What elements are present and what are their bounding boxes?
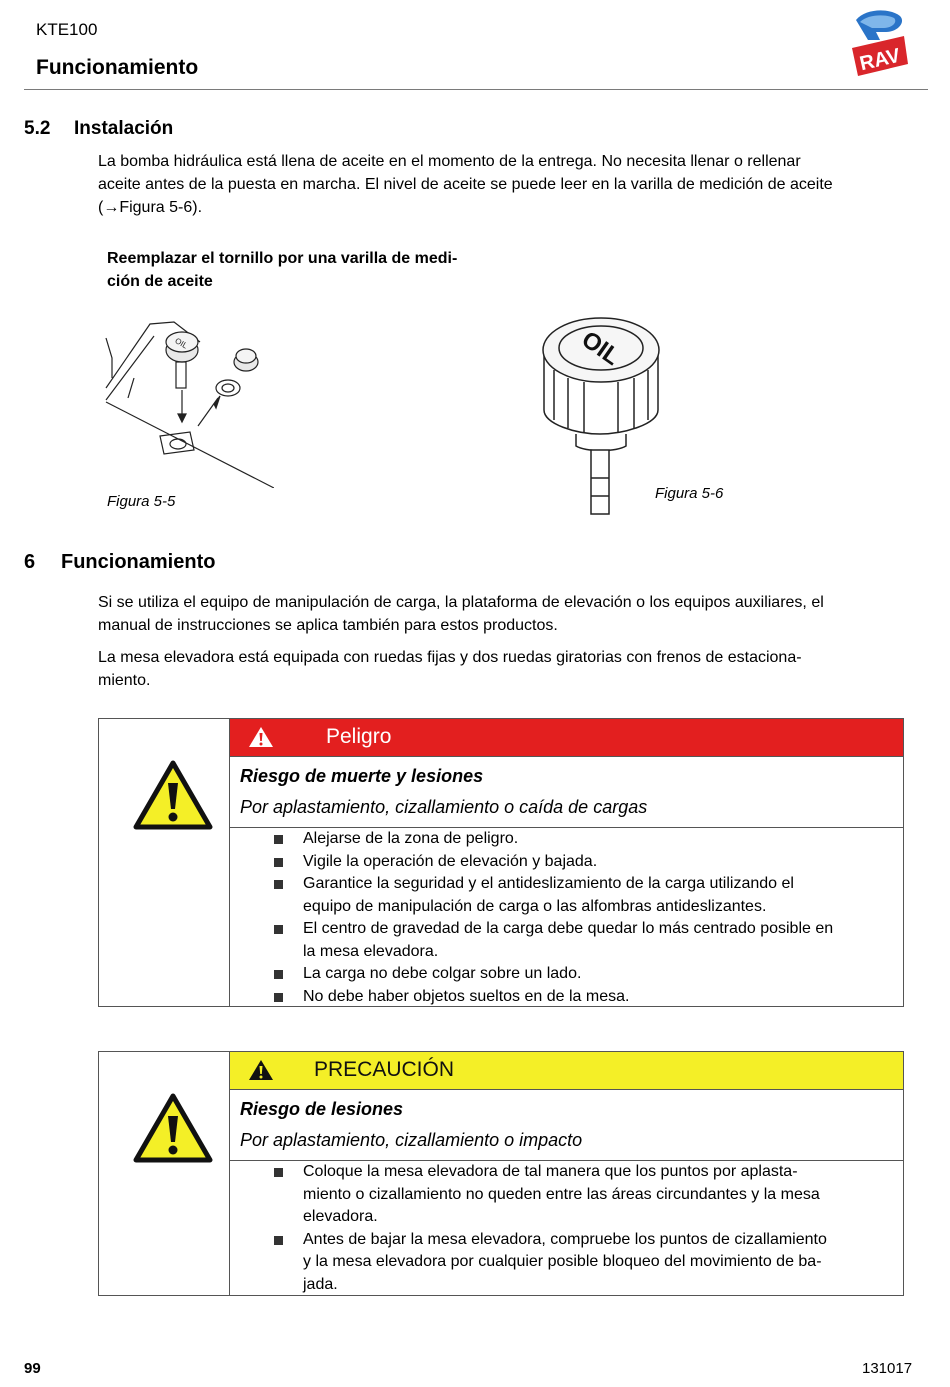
bullet-square-icon xyxy=(274,835,283,844)
warning-triangle-icon xyxy=(133,759,213,831)
danger-warning-box xyxy=(98,718,904,1007)
bullet-square-icon xyxy=(274,970,283,979)
danger-label: Peligro xyxy=(326,725,392,748)
section-5-2-title: Instalación xyxy=(74,118,174,139)
paragraph-line: Si se utiliza el equipo de manipulación de carga, la plataforma de elevación o los equipos auxiliares, el xyxy=(98,594,824,611)
danger-signal-bar xyxy=(230,719,903,757)
logo-text: RAV xyxy=(857,44,903,76)
caution-warning-box xyxy=(98,1051,904,1296)
page-number: 99 xyxy=(24,1360,41,1377)
danger-icon-column xyxy=(99,719,230,1006)
caution-signal-bar xyxy=(230,1052,903,1090)
installation-line: La bomba hidráulica está llena de aceite en el momento de la entrega. No necesita llenar o rellenar xyxy=(98,153,801,170)
figure-5-6-cap-text: OIL xyxy=(576,325,625,371)
bullet-square-icon xyxy=(274,1168,283,1177)
list-item: La carga no debe colgar sobre un lado. xyxy=(230,963,903,986)
figure-5-5-cap-text: OIL xyxy=(173,336,190,351)
installation-line: (→Figura 5-6). xyxy=(98,199,203,216)
caution-instruction-list xyxy=(230,1161,903,1296)
operation-paragraph-1 xyxy=(98,591,918,637)
list-item: Coloque la mesa elevadora de tal manera que los puntos por aplasta- miento o cizallamiento no queden entre las áreas circundantes y la mesa elevadora. xyxy=(230,1161,903,1229)
subheading-line: ción de aceite xyxy=(107,273,213,290)
dipstick-subheading xyxy=(107,247,507,293)
operation-paragraph-2 xyxy=(98,646,918,692)
list-item: Alejarse de la zona de peligro. xyxy=(230,828,903,851)
paragraph-line: manual de instrucciones se aplica también para estos productos. xyxy=(98,617,558,634)
caution-subtitle: Por aplastamiento, cizallamiento o impacto xyxy=(240,1130,583,1150)
figure-5-6-illustration xyxy=(536,312,666,516)
figure-5-5-illustration xyxy=(104,318,274,488)
caution-label: PRECAUCIÓN xyxy=(314,1058,455,1081)
bullet-square-icon xyxy=(274,993,283,1002)
bullet-square-icon xyxy=(274,880,283,889)
list-item: No debe haber objetos sueltos en de la mesa. xyxy=(230,986,903,1009)
list-item: Garantice la seguridad y el antideslizamiento de la carga utilizando el equipo de manipulación de carga o las alfombras antideslizantes. xyxy=(230,873,903,918)
list-item: Vigile la operación de elevación y bajada. xyxy=(230,851,903,874)
installation-line: aceite antes de la puesta en marcha. El nivel de aceite se puede leer en la varilla de medición de aceite xyxy=(98,176,833,193)
warning-triangle-small-icon xyxy=(248,726,274,748)
figure-5-5-caption: Figura 5-5 xyxy=(107,493,176,510)
header-divider xyxy=(24,89,928,90)
subheading-line: Reemplazar el tornillo por una varilla de medi- xyxy=(107,250,458,267)
header-section-title: Funcionamiento xyxy=(36,56,199,79)
section-5-2-number: 5.2 xyxy=(24,118,51,139)
figure-5-6-caption: Figura 5-6 xyxy=(655,485,724,502)
section-6-title: Funcionamiento xyxy=(61,551,216,573)
document-model: KTE100 xyxy=(36,20,98,39)
warning-triangle-icon xyxy=(133,1092,213,1164)
document-code: 131017 xyxy=(862,1360,913,1377)
danger-title: Riesgo de muerte y lesiones xyxy=(240,766,484,786)
installation-paragraph xyxy=(98,150,918,219)
list-item: El centro de gravedad de la carga debe quedar lo más centrado posible en la mesa elevadora. xyxy=(230,918,903,963)
section-6-number: 6 xyxy=(24,551,36,573)
bullet-square-icon xyxy=(274,858,283,867)
list-item: Antes de bajar la mesa elevadora, compruebe los puntos de cizallamiento y la mesa elevadora por cualquier posible bloqueo del movimiento de ba- jada. xyxy=(230,1229,903,1297)
danger-instruction-list xyxy=(230,828,903,1008)
caution-title: Riesgo de lesiones xyxy=(240,1099,404,1119)
bullet-square-icon xyxy=(274,925,283,934)
rav-logo xyxy=(846,6,912,78)
paragraph-line: miento. xyxy=(98,672,151,689)
caution-icon-column xyxy=(99,1052,230,1295)
warning-triangle-small-icon xyxy=(248,1059,274,1081)
paragraph-line: La mesa elevadora está equipada con ruedas fijas y dos ruedas giratorias con frenos de estaciona- xyxy=(98,649,802,666)
bullet-square-icon xyxy=(274,1236,283,1245)
danger-subtitle: Por aplastamiento, cizallamiento o caída de cargas xyxy=(240,797,648,817)
